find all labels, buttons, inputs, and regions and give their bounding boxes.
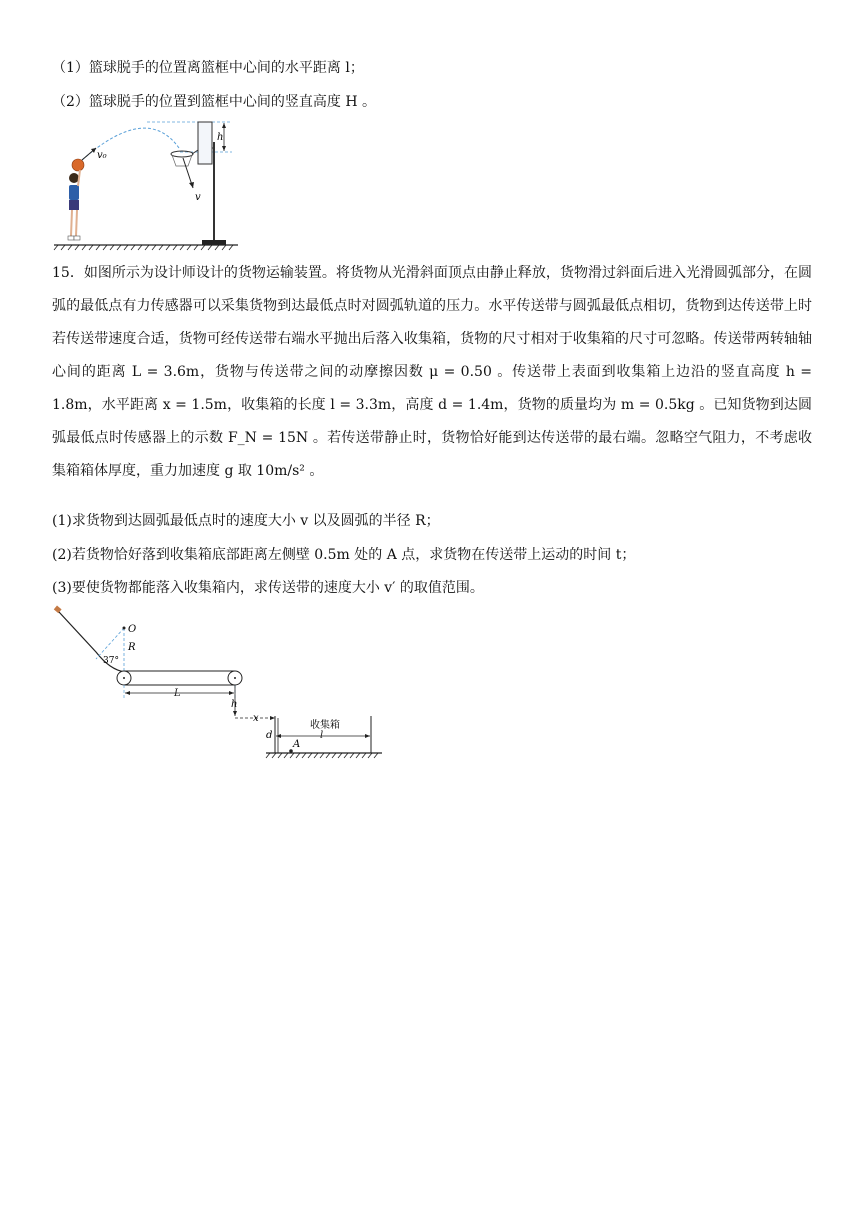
R-label: R (128, 642, 136, 653)
d-label: d (266, 730, 273, 741)
L-label: L (174, 688, 181, 699)
v-label: v (195, 192, 201, 203)
x-label: x (253, 713, 259, 724)
l-label: l (320, 730, 324, 741)
q15-question-1: (1)求货物到达圆弧最低点时的速度大小 v 以及圆弧的半径 R； (52, 513, 440, 529)
h-label: h (217, 132, 224, 143)
q14-subquestion-2: （2）篮球脱手的位置到篮框中心间的竖直高度 H 。 (52, 94, 377, 110)
v0-label: v₀ (97, 150, 107, 161)
q15-question-2: (2)若货物恰好落到收集箱底部距离左侧壁 0.5m 处的 A 点，求货物在传送带上运动的时间 t； (52, 547, 636, 563)
conveyor-figure (52, 604, 392, 764)
basketball-player (68, 159, 84, 240)
angle-label: 37° (103, 656, 119, 666)
q14-subquestion-1: （1）篮球脱手的位置离篮框中心间的水平距离 l； (52, 60, 364, 76)
q15-stem: 15．如图所示为设计师设计的货物运输装置。将货物从光滑斜面顶点由静止释放，货物滑过斜面后进入光滑圆弧部分，在圆弧的最低点有力传感器可以采集货物到达最低点时对圆弧轨道的压力。水平传送带与圆弧最低点相切，货物到达传送带上时若传送带速度合适，货物可经传送带右端水平抛出后落入收集箱，货物的尺寸相对于收集箱的尺寸可忽略。传送带两转轴轴心间的距离 L = 3.6m，货物与传送带之间的动摩擦因数 μ = 0.50 。传送带上表面到收集箱上边沿的竖直高度 h = 1.8m，水平距离 x = 1.5m，收集箱的长度 l = 3.3m，高度 d = 1.4m，货物的质量均为 m = 0.5kg 。已知货物到达圆弧最低点时传感器上的示数 F_N = 15N 。若传送带静止时，货物恰好能到达传送带的最右端。忽略空气阻力，不考虑收集箱箱体厚度，重力加速度 g 取 10m/s² 。 (52, 265, 812, 479)
box-label: 收集箱 (310, 720, 340, 731)
h-dim-label: h (231, 699, 238, 710)
O-label: O (128, 624, 137, 635)
basketball-figure (52, 118, 242, 252)
q15-question-3: (3)要使货物都能落入收集箱内，求传送带的速度大小 v′ 的取值范围。 (52, 580, 484, 596)
A-label: A (293, 739, 301, 750)
